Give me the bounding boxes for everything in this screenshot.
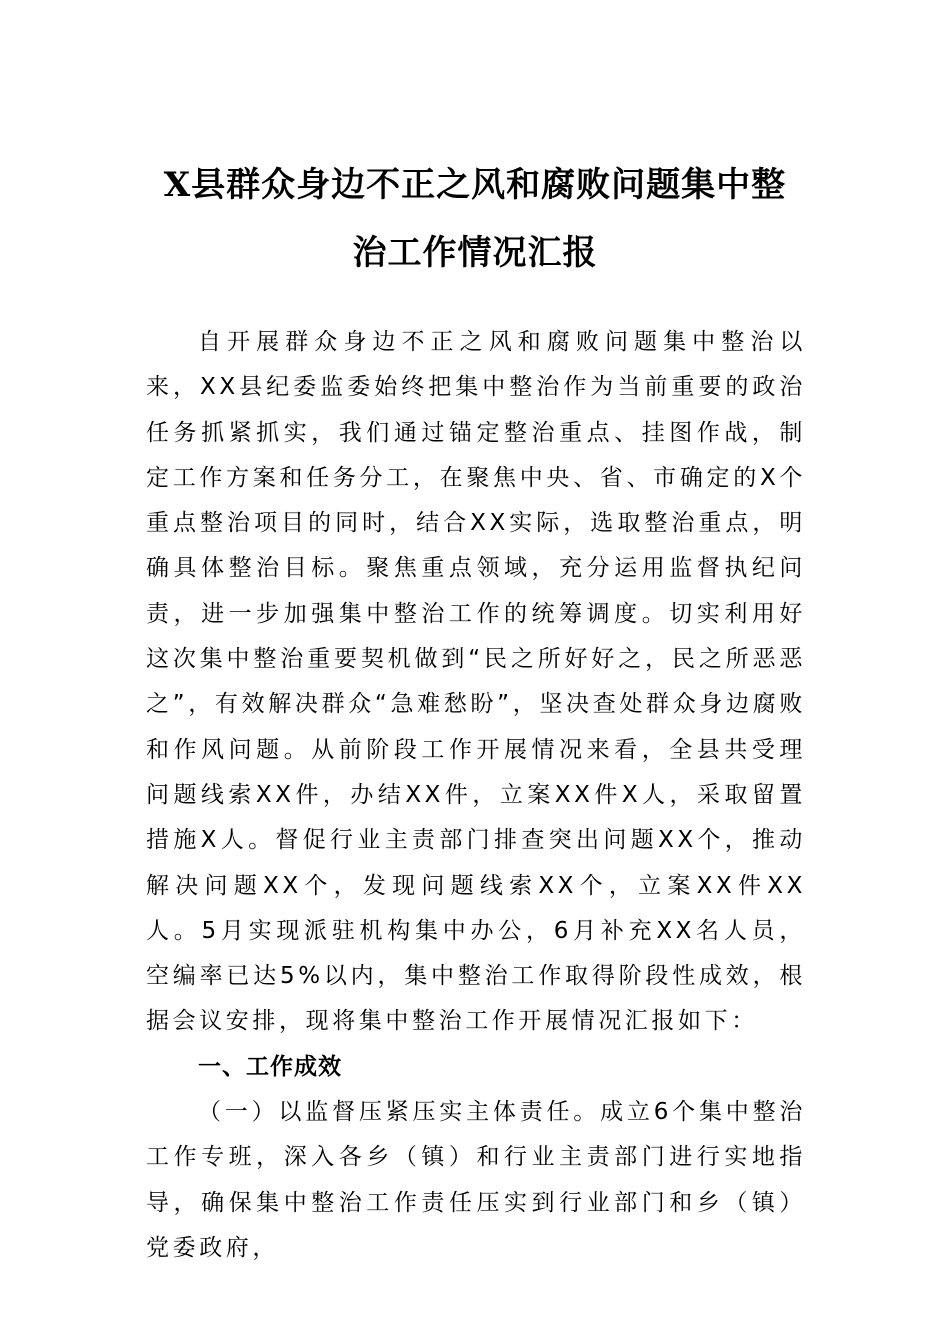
title-line-2: 治工作情况汇报 [352, 233, 598, 273]
section-paragraph-supervision: （一）以监督压紧压实主体责任。成立6个集中整治工作专班，深入各乡（镇）和行业主责部门进行实地指导，确保集中整治工作责任压实到行业部门和乡（镇）党委政府， [146, 1099, 806, 1261]
intro-paragraph: 自开展群众身边不正之风和腐败问题集中整治以来，XX县纪委监委始终把集中整治作为当前重要的政治任务抓紧抓实，我们通过锚定整治重点、挂图作战，制定工作方案和任务分工，在聚焦中央、省、市确定的X个重点整治项目的同时，结合XX实际，选取整治重点，明确具体整治目标。聚焦重点领域，充分运用监督执纪问责，进一步加强集中整治工作的统筹调度。切实利用好这次集中整治重要契机做到“民之所好好之，民之所恶恶之”，有效解决群众“急难愁盼”，坚决查处群众身边腐败和作风问题。从前阶段工作开展情况来看，全县共受理问题线索XX件，办结XX件，立案XX件X人，采取留置措施X人。督促行业主责部门排查突出问题XX个，推动解决问题XX个，发现问题线索XX个，立案XX件XX人。5月实现派驻机构集中办公，6月补充XX名人员，空编率已达5%以内，集中整治工作取得阶段性成效，根据会议安排，现将集中整治工作开展情况汇报如下： [146, 329, 806, 1035]
document-body [146, 320, 806, 1271]
title-line-1: X县群众身边不正之风和腐败问题集中整 [163, 165, 787, 205]
section-heading-work-results: 一、工作成效 [198, 1053, 342, 1080]
